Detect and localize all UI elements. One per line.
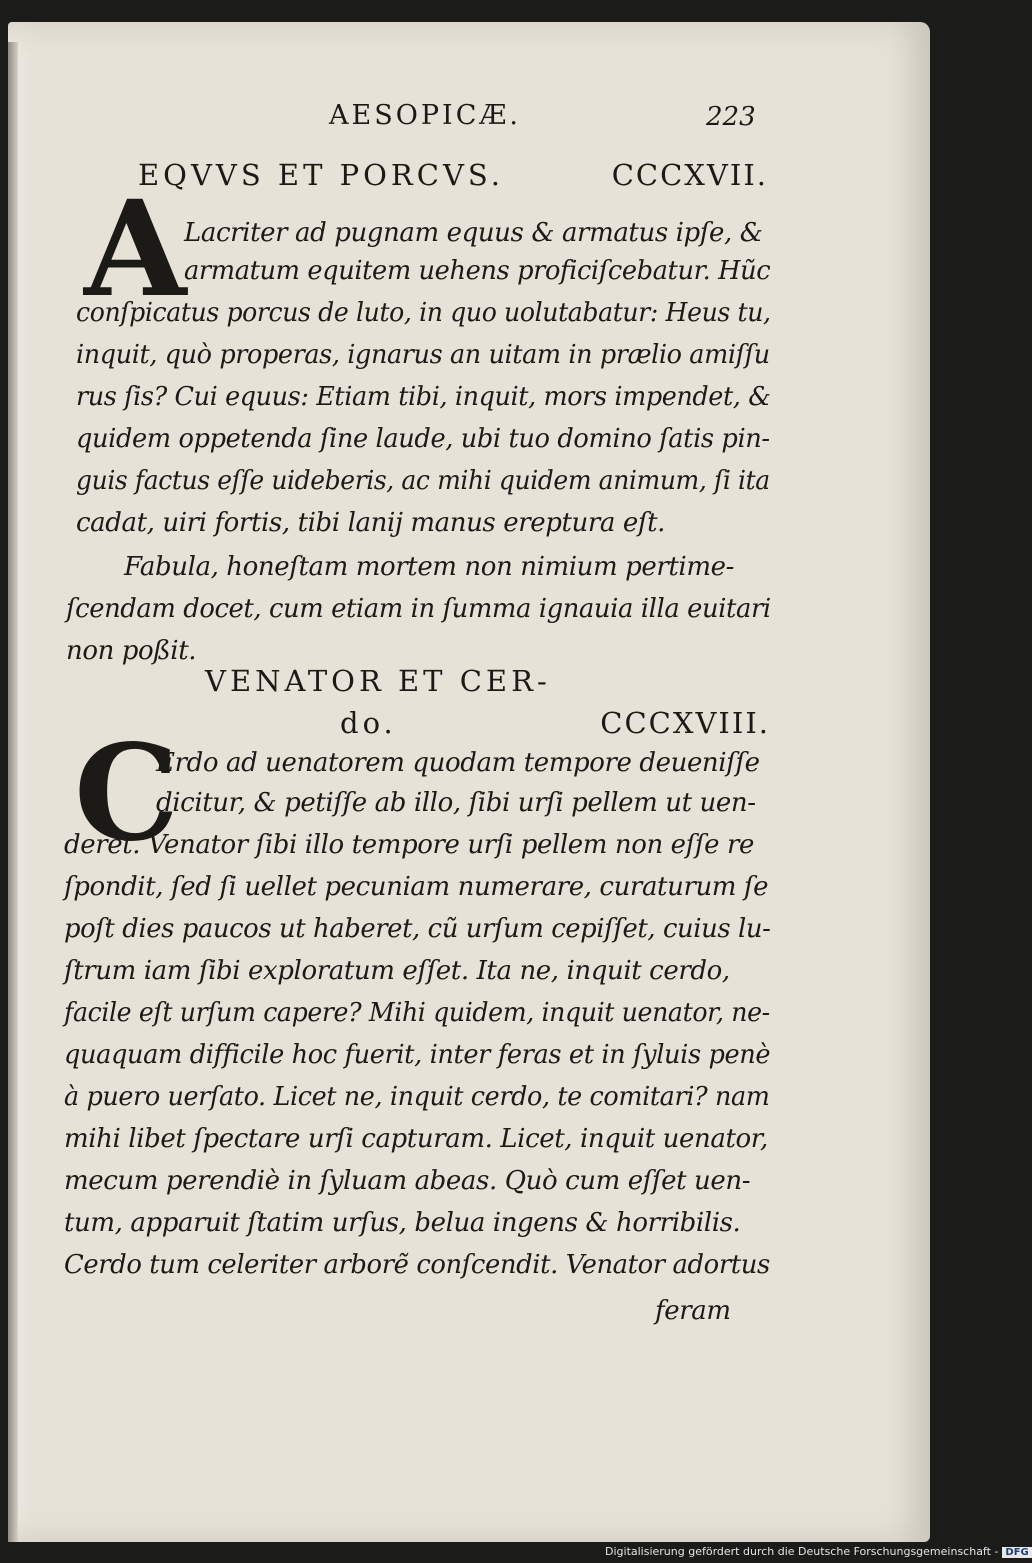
text-line: dicitur, & petiſſe ab illo, ſibi urſi pellem ut uen- bbox=[156, 788, 756, 818]
text-line: armatum equitem uehens proficiſcebatur. Hũc bbox=[184, 256, 771, 286]
fable-number: CCCXVIII. bbox=[600, 706, 770, 740]
text-line: quaquam difficile hoc fuerit, inter feras et in ſyluis penè bbox=[64, 1040, 771, 1070]
dfg-logo: DFG bbox=[1002, 1547, 1031, 1558]
moral-line: non poßit. bbox=[66, 636, 197, 666]
credit-text: Digitalisierung gefördert durch die Deutsche Forschungsgemeinschaft - bbox=[605, 1545, 999, 1558]
fable-title-text: EQVVS ET PORCVS. bbox=[138, 158, 504, 192]
moral-line: Fabula, honeſtam mortem non nimium pertime- bbox=[124, 552, 734, 582]
text-line: mecum perendiè in ſyluam abeas. Quò cum eſſet uen- bbox=[64, 1166, 751, 1196]
text-line: deret. Venator ſibi illo tempore urſi pellem non eſſe re bbox=[64, 830, 754, 860]
text-line: cadat, uiri fortis, tibi lanij manus ereptura eſt. bbox=[76, 508, 665, 538]
fable-number: CCCXVII. bbox=[611, 158, 768, 192]
running-head: AESOPICÆ. bbox=[329, 100, 521, 131]
text-line: à puero uerſato. Licet ne, inquit cerdo, te comitari? nam bbox=[64, 1082, 770, 1112]
fable-title-text: do. bbox=[340, 706, 397, 740]
text-line: rus ſis? Cui equus: Etiam tibi, inquit, mors impendet, & bbox=[76, 382, 771, 412]
fable-title bbox=[138, 158, 768, 192]
catchword: feram bbox=[655, 1296, 731, 1326]
text-line: facile eſt urſum capere? Mihi quidem, inquit uenator, ne- bbox=[64, 998, 770, 1028]
drop-cap: A bbox=[84, 172, 187, 327]
text-line: Lacriter ad pugnam equus & armatus ipſe, & bbox=[184, 218, 763, 248]
text-line: Cerdo tum celeriter arborẽ conſcendit. Venator adortus bbox=[64, 1250, 770, 1280]
text-line: tum, apparuit ſtatim urſus, belua ingens & horribilis. bbox=[64, 1208, 741, 1238]
text-line: ſpondit, ſed ſi uellet pecuniam numerare, curaturum ſe bbox=[64, 872, 769, 902]
drop-cap: C bbox=[74, 716, 180, 871]
text-line: conſpicatus porcus de luto, in quo uolutabatur: Heus tu, bbox=[76, 298, 771, 328]
fable-title: VENATOR ET CER- bbox=[205, 664, 551, 698]
digitization-credit bbox=[605, 1545, 1029, 1563]
text-line: quidem oppetenda ſine laude, ubi tuo domino ſatis pin- bbox=[76, 424, 770, 454]
page-number: 223 bbox=[706, 102, 756, 132]
fable-title-continued bbox=[340, 706, 770, 740]
text-line: poſt dies paucos ut haberet, cũ urſum cepiſſet, cuius lu- bbox=[64, 914, 771, 944]
text-line: mihi libet ſpectare urſi capturam. Licet, inquit uenator, bbox=[64, 1124, 768, 1154]
text-line: ſtrum iam ſibi exploratum eſſet. Ita ne, inquit cerdo, bbox=[64, 956, 730, 986]
text-line: guis factus eſſe uideberis, ac mihi quidem animum, ſi ita bbox=[76, 466, 770, 496]
moral-line: ſcendam docet, cum etiam in ſumma ignauia illa euitari bbox=[66, 594, 771, 624]
text-line: inquit, quò properas, ignarus an uitam in prælio amiſſu bbox=[76, 340, 770, 370]
text-line: Erdo ad uenatorem quodam tempore deueniſſe bbox=[156, 748, 760, 778]
